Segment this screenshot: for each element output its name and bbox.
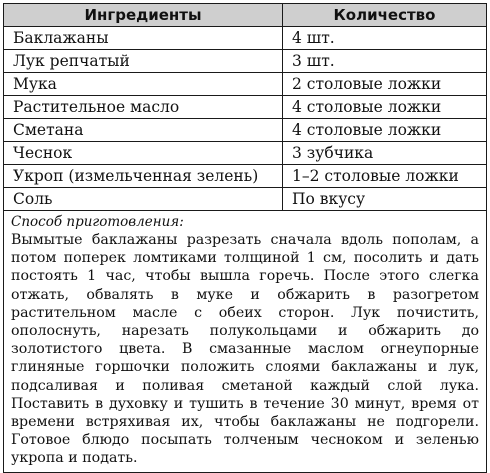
- ingredient-cell: Лук репчатый: [4, 50, 283, 73]
- method-title: Способ приготовления:: [11, 214, 184, 230]
- ingredient-cell: Соль: [4, 188, 283, 211]
- recipe-table: [3, 3, 487, 473]
- method-cell: [4, 211, 487, 473]
- method-row: [4, 211, 487, 473]
- amount-cell: 2 столовые ложки: [283, 73, 487, 96]
- ingredient-cell: Укроп (измельченная зелень): [4, 165, 283, 188]
- table-row: [4, 27, 487, 50]
- table-row: [4, 96, 487, 119]
- table-row: [4, 165, 487, 188]
- header-quantity: Количество: [283, 4, 487, 27]
- ingredient-cell: Баклажаны: [4, 27, 283, 50]
- amount-cell: 3 шт.: [283, 50, 487, 73]
- table-header-row: [4, 4, 487, 27]
- amount-cell: 3 зубчика: [283, 142, 487, 165]
- amount-cell: По вкусу: [283, 188, 487, 211]
- header-ingredients: Ингредиенты: [4, 4, 283, 27]
- ingredient-cell: Чеснок: [4, 142, 283, 165]
- amount-cell: 1–2 столовые ложки: [283, 165, 487, 188]
- table-row: [4, 119, 487, 142]
- amount-cell: 4 шт.: [283, 27, 487, 50]
- table-row: [4, 188, 487, 211]
- amount-cell: 4 столовые ложки: [283, 96, 487, 119]
- ingredient-cell: Растительное масло: [4, 96, 283, 119]
- table-row: [4, 50, 487, 73]
- amount-cell: 4 столовые ложки: [283, 119, 487, 142]
- table-row: [4, 142, 487, 165]
- ingredient-cell: Мука: [4, 73, 283, 96]
- method-text: Вымытые баклажаны разрезать сначала вдоль пополам, а потом поперек ломтиками толщиной 1 см, посолить и дать постоять 1 час, чтобы вышла горечь. После этого слегка отжать, обвалять в муке и обжарить в разогретом растительном масле с обеих сторон. Лук почистить, ополоснуть, нарезать полукольцами и обжарить до золотистого цвета. В смазанные маслом огнеупорные глиняные горшочки положить слоями баклажаны и лук, подсаливая и поливая сметаной каждый слой лука. Поставить в духовку и тушить в течение 30 минут, время от времени встряхивая их, чтобы баклажаны не подгорели. Готовое блюдо посыпать толченым чесноком и зеленью укропа и подать.: [11, 232, 479, 467]
- table-row: [4, 73, 487, 96]
- ingredient-cell: Сметана: [4, 119, 283, 142]
